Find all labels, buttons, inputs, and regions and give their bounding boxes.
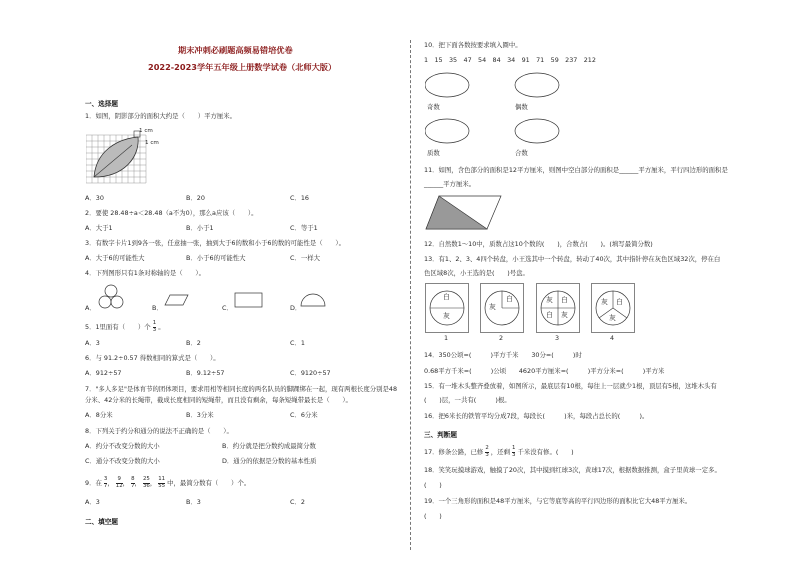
q9-f3-den: 7 bbox=[131, 482, 135, 489]
q6-option-b: B．9.12÷57 bbox=[186, 369, 225, 377]
q9-text-pre: 9．在 bbox=[85, 479, 102, 488]
spinner-3-label-bl: 白 bbox=[546, 311, 553, 319]
spinner-4-disc bbox=[591, 283, 635, 333]
spinner-3-label-br: 灰 bbox=[561, 311, 568, 319]
right-page bbox=[397, 0, 794, 562]
question-2: 2．要使 28.48÷a＜28.48（a不为0），那么a应该（ ）。 bbox=[85, 209, 258, 217]
three-circles-figure bbox=[96, 284, 126, 312]
question-14-line2: 0.68平方千米=( )公顷 4620平方厘米=( )平方分米=( )平方米 bbox=[424, 367, 665, 375]
question-14-line1: 14．350公顷=( )平方千米 30分=( )时 bbox=[424, 351, 582, 359]
section-judge-heading: 三、判断题 bbox=[424, 431, 457, 439]
spinner-2 bbox=[480, 283, 524, 343]
q2-option-b: B．小于1 bbox=[186, 224, 214, 232]
q7-option-c: C．6分米 bbox=[290, 411, 318, 419]
q17-text-post: 千米没有修。( ) bbox=[517, 448, 574, 457]
question-7-line2: 分米、42分米的长绳带，截成长度相同的短绳带，而且没有剩余，每条短绳带最长是（ ）。 bbox=[85, 396, 352, 404]
q9-fraction-4 bbox=[143, 477, 150, 489]
leaf-grid-figure bbox=[86, 127, 186, 189]
q5-denominator: 3 bbox=[152, 326, 157, 333]
question-11-line1: 11．如图，含色部分的面积是12平方厘米，则图中空白部分的面积是______平方厘米，平行四边形的面积是 bbox=[424, 166, 728, 174]
q5-fraction bbox=[153, 321, 156, 333]
question-7-line1: 7．"多人多足"是体育节的团体项目，要求用相等相同长度的两名队员的脚踝绑在一起，现有两根长度分别是48 bbox=[85, 385, 397, 393]
q17-f1-den: 3 bbox=[485, 451, 489, 458]
odd-even-ovals bbox=[425, 72, 605, 100]
q1-option-a: A．30 bbox=[85, 194, 104, 202]
question-5 bbox=[85, 321, 165, 333]
question-8: 8．下列关于约分和通分的说法不正确的是（ ）。 bbox=[85, 427, 233, 435]
question-4: 4．下列图形只有1条对称轴的是（ ）。 bbox=[85, 269, 205, 277]
q9-f3-num: 8 bbox=[131, 476, 135, 482]
q4-option-a: A． bbox=[85, 304, 96, 312]
q9-f1-num: 3 bbox=[103, 476, 108, 482]
question-12: 12．自然数1～10中，质数占这10个数的( )，合数占( )。(填写最简分数) bbox=[424, 240, 653, 248]
question-6: 6．与 91.2÷0.57 得数相同的算式是（ ）。 bbox=[85, 354, 220, 362]
spinner-1-disc bbox=[425, 283, 469, 333]
q4-option-c: C． bbox=[222, 304, 233, 312]
q5-option-c: C．1 bbox=[290, 339, 305, 347]
q5-end: 。 bbox=[158, 323, 165, 332]
question-18-line2: ( ) bbox=[424, 481, 442, 489]
spinner-4-label-left: 灰 bbox=[601, 298, 608, 306]
q3-option-c: C．一样大 bbox=[290, 254, 321, 262]
question-13-line1: 13．有1、2、3、4四个转盘，小王选其中一个转盘，转动了40次，其中指针停在灰色区域32次，停在白 bbox=[424, 255, 721, 263]
scale-label-top: 1 cm bbox=[139, 128, 153, 134]
spinner-1-label-bottom: 灰 bbox=[443, 312, 450, 320]
spinner-2-number: 2 bbox=[499, 334, 504, 342]
prime-composite-ovals bbox=[425, 118, 605, 146]
label-even: 偶数 bbox=[515, 103, 528, 111]
q9-f2-den: 12 bbox=[115, 482, 123, 489]
spinner-4-number: 4 bbox=[610, 334, 615, 342]
parallelogram-figure bbox=[164, 293, 190, 307]
q9-fraction-1 bbox=[104, 477, 107, 489]
spinner-1-label-top: 白 bbox=[443, 293, 450, 301]
spinner-3-label-tl: 灰 bbox=[546, 296, 553, 304]
question-15-line2: ( )层，一共有( )根。 bbox=[424, 396, 511, 404]
q3-option-b: B．小于6的可能性大 bbox=[186, 254, 246, 262]
q6-option-a: A．912÷57 bbox=[85, 369, 122, 377]
q17-fraction-1 bbox=[485, 446, 488, 458]
question-3: 3．有数字卡片1到9各一张，任意抽一张，抽到大于6的数和小于6的数的可能性是（ ）。 bbox=[85, 239, 345, 247]
q9-f4-den: 36 bbox=[142, 482, 150, 489]
q10-number-list: 1 15 35 47 54 84 34 91 71 59 237 212 bbox=[424, 56, 596, 64]
q8-option-a: A．约分不改变分数的大小 bbox=[85, 442, 160, 450]
q4-option-d: D． bbox=[290, 304, 302, 312]
label-composite: 合数 bbox=[515, 149, 528, 157]
question-19-line1: 19．一个三角形的面积是48平方厘米，与它等底等高的平行四边形的面积比它大48平方厘米。 bbox=[424, 497, 692, 505]
spinner-3 bbox=[536, 283, 580, 343]
scale-label-side: 1 cm bbox=[145, 140, 159, 146]
q17-f1-num: 2 bbox=[485, 445, 489, 451]
spinner-1-number: 1 bbox=[444, 334, 449, 342]
spinner-3-label-tr: 白 bbox=[561, 296, 568, 304]
section-fill-heading: 二、填空题 bbox=[85, 518, 118, 526]
q17-fraction-2 bbox=[512, 446, 515, 458]
semicircle-figure bbox=[299, 292, 327, 308]
q9-f1-den: 7 bbox=[103, 482, 108, 489]
spinner-2-label-gray: 灰 bbox=[489, 303, 496, 311]
question-16: 16．把6米长的铁管平均分成7段，每段长( )米，每段占总长的( )。 bbox=[424, 412, 649, 420]
q7-option-a: A．8分米 bbox=[85, 411, 113, 419]
q3-option-a: A．大于6的可能性大 bbox=[85, 254, 145, 262]
q2-option-a: A．大于1 bbox=[85, 224, 113, 232]
question-18-line1: 18．笑笑玩摸球游戏，触摸了20次，其中摸到红球3次，黄球17次，根据数据推测，盒子里黄球一定多。 bbox=[424, 466, 721, 474]
q1-option-b: B．20 bbox=[186, 194, 205, 202]
page-title: 期末冲刺必刷题高频易错培优卷 bbox=[178, 45, 293, 55]
spinner-3-disc bbox=[536, 283, 580, 333]
q9-f5-den: 55 bbox=[158, 482, 166, 489]
q17-text-mid: ，还剩 bbox=[490, 448, 510, 457]
spinner-2-label-white: 白 bbox=[506, 295, 513, 303]
q9-f2-num: 9 bbox=[117, 476, 121, 482]
spinner-4-label-right: 白 bbox=[616, 298, 623, 306]
q1-option-c: C．16 bbox=[290, 194, 309, 202]
spinner-3-number: 3 bbox=[555, 334, 560, 342]
q9-f5-num: 11 bbox=[158, 476, 166, 482]
label-odd: 奇数 bbox=[427, 103, 440, 111]
q9-fraction-5 bbox=[158, 477, 165, 489]
q17-text-pre: 17．修条公路，已修 bbox=[424, 448, 484, 457]
question-9: 9．在 $\frac{3}{7}$ ， $\frac{9}{12}$ ， $\frac{8}{7}$ ， $\frac{25}{36}$ ， $\frac{11}{55}$ 中，最简分数有（ ）个。 bbox=[85, 476, 251, 489]
q5-text: 5．1里面有（ ）个 bbox=[85, 323, 151, 332]
question-19-line2: ( ) bbox=[424, 512, 442, 520]
q6-option-c: C．9120÷57 bbox=[290, 369, 331, 377]
spinner-2-disc bbox=[480, 283, 524, 333]
section-choice-heading: 一、选择题 bbox=[85, 100, 118, 108]
q5-option-a: A．3 bbox=[85, 339, 100, 347]
question-17 bbox=[424, 446, 574, 458]
q17-f2-den: 3 bbox=[512, 451, 516, 458]
question-1: 1．如图，阴影部分的面积大约是（ ）平方厘米。 bbox=[85, 112, 237, 120]
q4-option-b: B． bbox=[152, 304, 163, 312]
q17-f2-num: 1 bbox=[512, 445, 516, 451]
rectangle-figure bbox=[234, 291, 264, 309]
page-subtitle: 2022-2023学年五年级上册数学试卷（北师大版） bbox=[148, 62, 337, 72]
q8-option-c: C．通分不改变分数的大小 bbox=[85, 457, 160, 465]
q5-numerator: 1 bbox=[152, 320, 157, 326]
parallelogram-triangle-figure bbox=[425, 194, 503, 232]
q7-option-b: B．3分米 bbox=[186, 411, 214, 419]
spinner-4 bbox=[591, 283, 635, 343]
q9-fraction-3 bbox=[131, 477, 134, 489]
q9-fraction-2 bbox=[116, 477, 123, 489]
spinner-4-label-bottom: 灰 bbox=[609, 314, 616, 322]
question-10: 10．把下面各数按要求填入圈中。 bbox=[424, 41, 522, 49]
label-prime: 质数 bbox=[427, 149, 440, 157]
q9-f4-num: 25 bbox=[142, 476, 150, 482]
q9-text-post: 中，最简分数有（ ）个。 bbox=[167, 479, 251, 488]
q9-option-c: C．2 bbox=[290, 498, 305, 506]
q2-option-c: C．等于1 bbox=[290, 224, 318, 232]
q5-option-b: B．2 bbox=[186, 339, 201, 347]
spinner-1 bbox=[425, 283, 469, 343]
q9-option-a: A．3 bbox=[85, 498, 100, 506]
question-13-line2: 色区域8次，小王选的是( )号盘。 bbox=[424, 269, 529, 277]
q9-option-b: B．3 bbox=[186, 498, 201, 506]
question-11-line2: ______平方厘米。 bbox=[424, 180, 476, 188]
q8-option-d: D．通分的依据是分数的基本性质 bbox=[222, 457, 317, 465]
q8-option-b: B．约分就是把分数约成最简分数 bbox=[222, 442, 316, 450]
question-15-line1: 15．有一堆木头整齐叠放着，如图所示，最底层有10根，每往上一层就少1根，顶层有5根，这堆木头有 bbox=[424, 382, 717, 390]
